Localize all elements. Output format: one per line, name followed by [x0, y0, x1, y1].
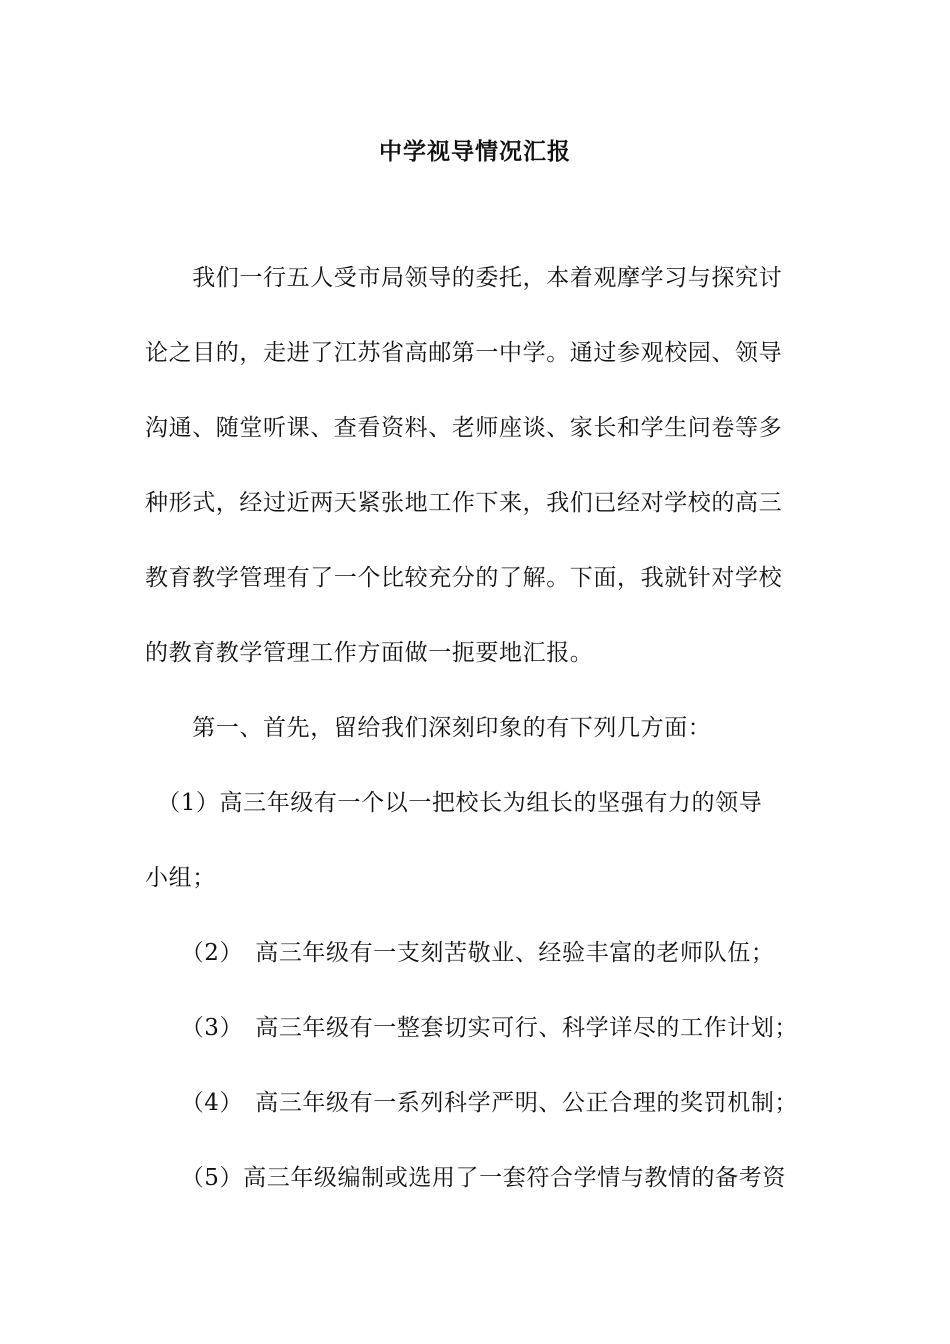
paragraph-line: 沟通、随堂听课、查看资料、老师座谈、家长和学生问卷等多 [145, 415, 783, 441]
paragraph-line: 教育教学管理有了一个比较充分的了解。下面，我就针对学校 [145, 565, 783, 591]
list-item-line: （3） 高三年级有一整套切实可行、科学详尽的工作计划； [145, 1015, 799, 1041]
paragraph-line: 种形式，经过近两天紧张地工作下来，我们已经对学校的高三 [145, 490, 783, 516]
list-item-line: （1）高三年级有一个以一把校长为组长的坚强有力的领导 [145, 790, 763, 816]
list-item-line: （4） 高三年级有一系列科学严明、公正合理的奖罚机制； [145, 1090, 799, 1116]
paragraph-line: 第一、首先，留给我们深刻印象的有下列几方面： [145, 715, 712, 741]
list-item-line: （5）高三年级编制或选用了一套符合学情与教情的备考资 [145, 1165, 786, 1191]
list-item-line: （2） 高三年级有一支刻苦敬业、经验丰富的老师队伍； [145, 940, 775, 966]
list-item-line: 小组； [145, 865, 216, 891]
paragraph-line: 我们一行五人受市局领导的委托，本着观摩学习与探究讨 [145, 265, 783, 291]
paragraph-line: 论之目的，走进了江苏省高邮第一中学。通过参观校园、领导 [145, 340, 783, 366]
paragraph-line: 的教育教学管理工作方面做一扼要地汇报。 [145, 640, 594, 666]
document-title: 中学视导情况汇报 [379, 138, 571, 165]
